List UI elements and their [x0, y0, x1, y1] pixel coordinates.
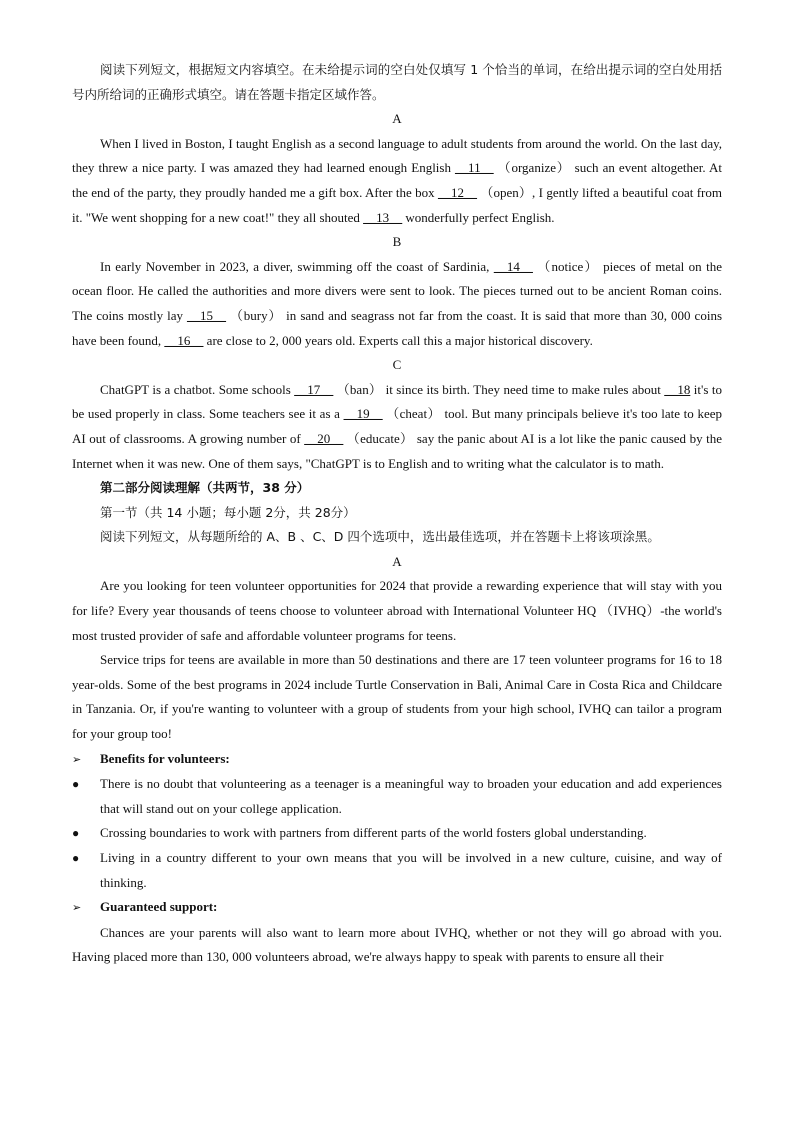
passage-a-text-1: When I lived in Boston, I taught English as a second language to adult students from around the world. On the last day, they threw a nice party. I was amazed they had learned enough English — [72, 135, 722, 176]
blank-11: __11__ — [455, 160, 494, 176]
document-page — [72, 58, 722, 970]
blank-18: __18 — [664, 381, 691, 397]
blank-14: __14__ — [493, 258, 533, 274]
arrow-icon: ➢ — [72, 753, 82, 766]
list-item — [72, 772, 722, 821]
blank-13: __13__ — [363, 209, 403, 225]
passage-b-label: B — [392, 234, 402, 250]
benefit-text: Crossing boundaries to work with partners from different parts of the world fosters global understanding. — [100, 825, 647, 841]
passage-c-text-2: （ban） it since its birth. They need time to make rules about — [333, 381, 665, 397]
passage-a-text-2: （organize） such an event altogether. At the end of the party, they proudly handed me a gift box. After the box — [72, 160, 722, 200]
cloze-instructions: 阅读下列短文，根据短文内容填空。在未给提示词的空白处仅填写 1 个恰当的单词，在给出提示词的空白处用括号内所给词的正确形式填空。请在答题卡指定区域作答。 — [72, 62, 722, 102]
blank-15: __15__ — [187, 307, 227, 323]
passage-c-text-4: （cheat） tool. But many principals believe it's too late to keep AI out of classrooms. A growing number of — [72, 406, 722, 446]
list-item — [72, 846, 722, 895]
support-heading: Guaranteed support: — [100, 899, 218, 915]
reading-a-paragraph-1: Are you looking for teen volunteer opportunities for 2024 that provide a rewarding experience that will stay with you for life? Every year thousands of teens choose to volunteer abroad with International Volunteer HQ （IVHQ）-the world's most trusted provider of safe and affordable volunteer programs for teens. — [72, 578, 722, 643]
reading-a-paragraph-2: Service trips for teens are available in more than 50 destinations and there are 17 teen volunteer programs for 16 to 18 year-olds. Some of the best programs in 2024 include Turtle Conservation in Bali, Animal Care in Costa Rica and Childcare in Tanzania. Or, if you're wanting to volunteer with a group of students from your high school, IVHQ can tailor a program for your group too! — [72, 652, 722, 742]
benefits-heading-row — [72, 747, 722, 773]
passage-a-label: A — [392, 111, 402, 127]
bullet-icon: ● — [72, 777, 80, 792]
arrow-icon: ➢ — [72, 902, 82, 915]
blank-20: __20__ — [304, 430, 344, 446]
bullet-icon: ● — [72, 851, 80, 865]
reading-a-paragraph-3: Chances are your parents will also want to learn more about IVHQ, whether or not they will go abroad with you. Having placed more than 130, 000 volunteers abroad, we're always happy to speak with parents to ensure all their — [72, 924, 722, 965]
passage-c-label: C — [392, 357, 402, 373]
passage-a-text-4: wonderfully perfect English. — [402, 209, 555, 225]
passage-c-text-5: （educate） say the panic about AI is a lot like the panic caused by the Internet when it was new. One of them says, "ChatGPT is to English and to writing what the calculator is to math. — [72, 430, 722, 471]
passage-a — [72, 132, 722, 230]
part2-title: 第二部分阅读理解（共两节，38 分） — [100, 480, 310, 496]
passage-c-text-1: ChatGPT is a chatbot. Some schools — [100, 381, 295, 397]
passage-c — [72, 378, 722, 476]
passage-b-text-3: （bury） in sand and seagrass not far from the coast. It is said that more than 30, 000 coins have been found, — [72, 307, 723, 348]
passage-b-text-4: are close to 2, 000 years old. Experts call this a major historical discovery. — [203, 332, 593, 348]
passage-c-text-3: it's to be used properly in class. Some teachers see it as a — [72, 381, 722, 422]
blank-16: __16__ — [164, 332, 204, 348]
bullet-icon: ● — [72, 826, 80, 841]
benefits-heading: Benefits for volunteers: — [100, 750, 230, 766]
benefit-text: Living in a country different to your own means that you will be involved in a new culture, cuisine, and way of thinking. — [100, 850, 722, 890]
part2-section: 第一节（共 14 小题；每小题 2分，共 28分） — [100, 504, 356, 520]
part2-instructions: 阅读下列短文，从每题所给的 A、B 、C、D 四个选项中，选出最佳选项，并在答题卡上将该项涂黑。 — [100, 529, 660, 545]
passage-b-text-2: （notice） pieces of metal on the ocean floor. He called the authorities and more divers were sent to look. The pieces turned out to be ancient Roman coins. The coins mostly lay — [72, 258, 722, 323]
support-heading-row — [72, 895, 722, 921]
passage-b — [72, 255, 722, 353]
blank-19: __19__ — [343, 406, 383, 422]
benefit-text: There is no doubt that volunteering as a teenager is a meaningful way to broaden your education and add experiences that will stand out on your college application. — [100, 776, 722, 816]
list-item — [72, 821, 722, 846]
passage-b-text-1: In early November in 2023, a diver, swimming off the coast of Sardinia, — [100, 258, 494, 274]
passage-a-text-3: （open）, I gently lifted a beautiful coat from it. "We went shopping for a new coat!" they all shouted — [72, 184, 723, 225]
blank-17: __17__ — [294, 381, 334, 397]
blank-12: __12__ — [437, 184, 477, 200]
reading-a-label: A — [392, 553, 402, 569]
